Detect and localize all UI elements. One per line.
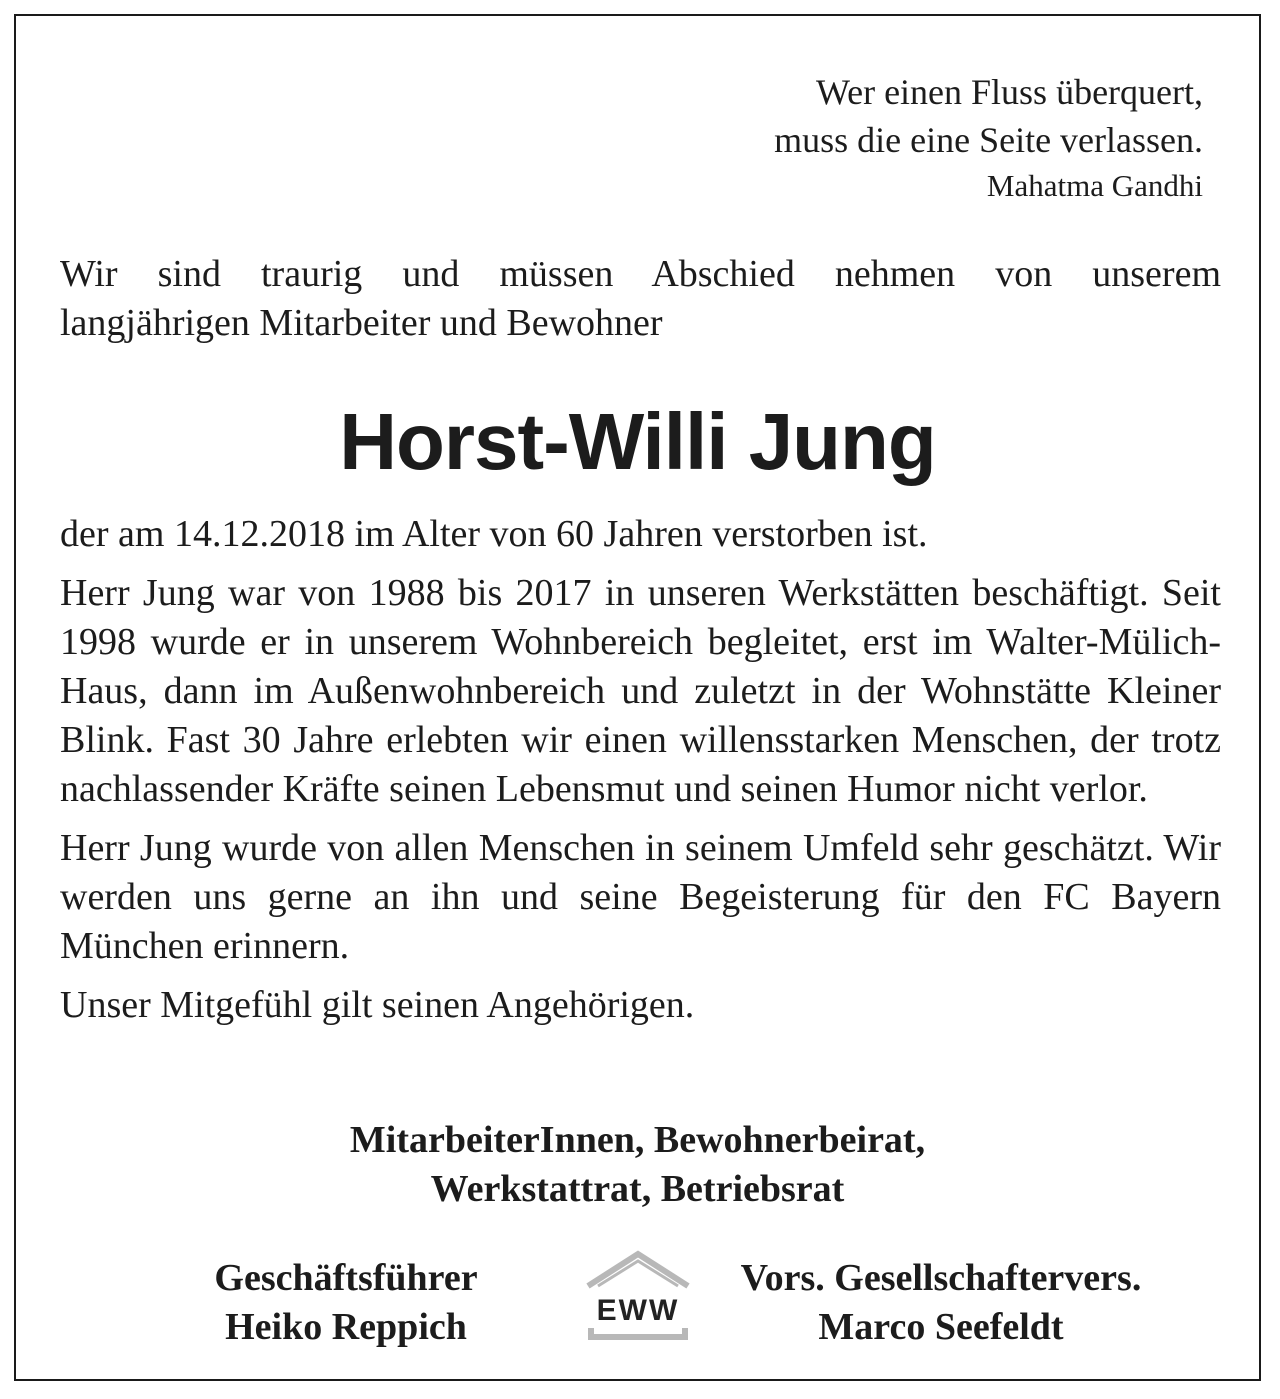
signature-left-name: Heiko Reppich xyxy=(225,1306,467,1348)
intro-text xyxy=(60,250,1221,348)
intro-line-2: langjährigen Mitarbeiter und Bewohner xyxy=(60,302,663,344)
signature-right-title: Vors. Gesellschaftervers. xyxy=(740,1257,1142,1299)
body-paragraph-3: Herr Jung wurde von allen Menschen in seinem Umfeld sehr geschätzt. Wir werden uns gerne an ihn und seine Begeisterung für den FC Bayern München erinnern. xyxy=(60,827,1221,967)
obituary-frame xyxy=(14,14,1261,1381)
quote-line-1: Wer einen Fluss überquert, xyxy=(816,72,1203,112)
quote-block xyxy=(774,68,1203,208)
signature-row xyxy=(16,1254,1259,1374)
body-paragraph-4: Unser Mitgefühl gilt seinen Angehörigen. xyxy=(60,984,695,1026)
group-signature-line-1: MitarbeiterInnen, Bewohnerbeirat, xyxy=(349,1119,926,1161)
eww-logo-text: EWW xyxy=(596,1294,680,1327)
signature-right-name: Marco Seefeldt xyxy=(818,1306,1064,1348)
body-paragraph-1: der am 14.12.2018 im Alter von 60 Jahren verstorben ist. xyxy=(60,513,928,555)
group-signature-line-2: Werkstattrat, Betriebsrat xyxy=(430,1168,845,1210)
quote-author: Mahatma Gandhi xyxy=(986,168,1203,203)
signature-left xyxy=(176,1254,516,1352)
body-paragraph-2: Herr Jung war von 1988 bis 2017 in unseren Werkstätten beschäftigt. Seit 1998 wurde er in unserem Wohnbereich begleitet, erst im Walter-Mülich-Haus, dann im Außenwohnbereich und zuletzt in der Wohnstätte Kleiner Blink. Fast 30 Jahre erlebten wir einen willensstarken Menschen, der trotz nachlassender Kräfte seinen Lebensmut und seinen Humor nicht verlor. xyxy=(60,572,1221,810)
intro-line-1: Wir sind traurig und müssen Abschied nehmen von unserem xyxy=(60,253,1221,295)
signature-left-title: Geschäftsführer xyxy=(214,1257,478,1299)
obituary-body xyxy=(60,510,1221,1040)
deceased-name: Horst-Willi Jung xyxy=(339,397,936,486)
eww-logo xyxy=(576,1248,700,1352)
quote-line-2: muss die eine Seite verlassen. xyxy=(774,120,1203,160)
group-signature xyxy=(16,1116,1259,1214)
signature-right xyxy=(706,1254,1176,1352)
